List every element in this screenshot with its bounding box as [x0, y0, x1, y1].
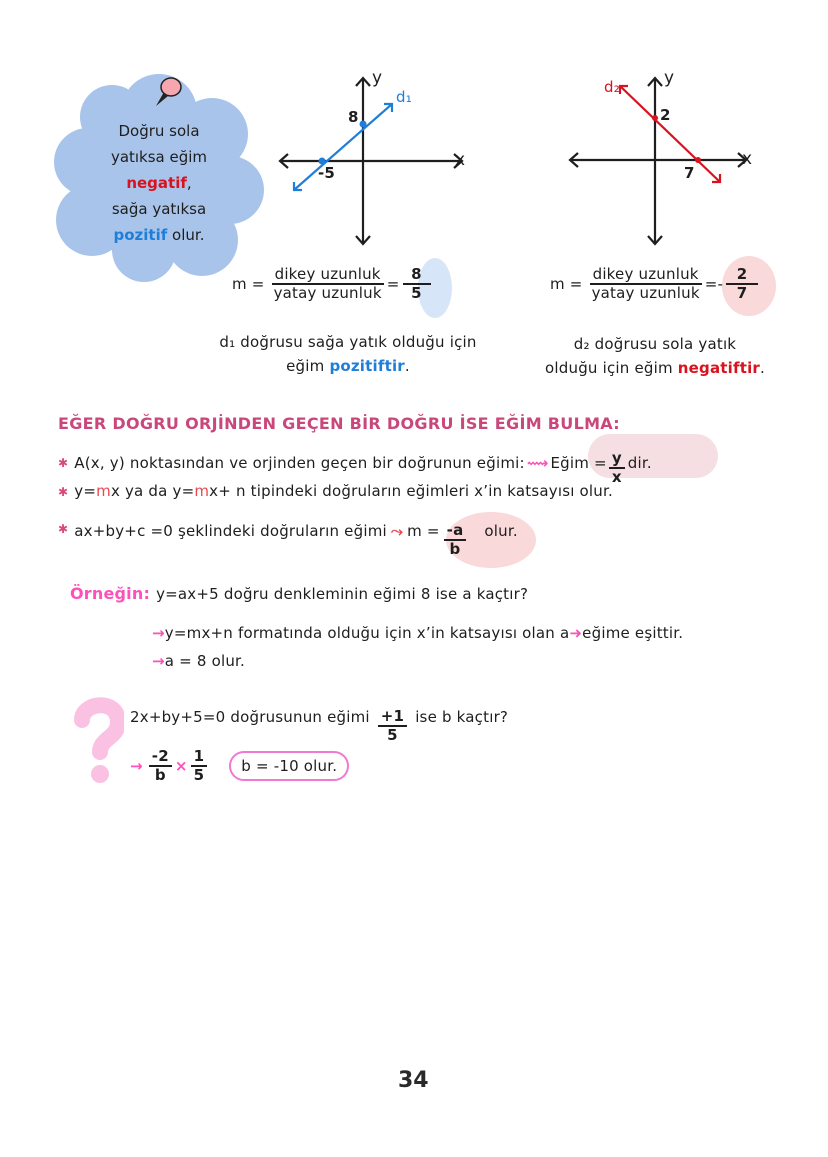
curved-arrow-icon: ⤳: [390, 522, 404, 540]
graph-d1: [272, 66, 482, 252]
pushpin-icon: [152, 74, 182, 108]
coordinate-axes-d2: [562, 66, 772, 252]
caption-line-2-start: eğim: [286, 357, 330, 375]
slope-formula-d1: [232, 266, 432, 303]
squiggle-arrow-icon: ⟿: [526, 454, 549, 473]
bullet-3-text: ax+by+c =0 şeklindeki doğruların eğimi: [74, 522, 387, 540]
caption-period: .: [404, 357, 410, 375]
question-text: [130, 708, 508, 745]
slope-formula-d2: [550, 266, 759, 303]
example-step-1: [152, 624, 683, 642]
line-label-d2: d₂: [604, 78, 620, 96]
section-heading: EĞER DOĞRU ORJİNDEN GEÇEN BİR DOĞRU İSE EĞİM BULMA:: [58, 414, 620, 433]
solution-numerator-1: -2: [149, 748, 172, 767]
y-intercept-label: 8: [348, 108, 359, 126]
y-intercept-label: 2: [660, 106, 671, 124]
bullet-2: [58, 482, 613, 500]
result-denominator: 7: [736, 284, 748, 303]
result-denominator: 5: [411, 284, 422, 303]
positive-word: pozitiftir: [329, 357, 405, 375]
m-equals: m =: [407, 522, 440, 540]
x-intercept-label: 7: [684, 164, 695, 182]
caption-line-1: d₂ doğrusu sola yatık: [573, 335, 737, 353]
slope-m: m: [96, 482, 111, 500]
numerator: dikey uzunluk: [590, 266, 702, 285]
cross-multiply-icon: ×: [174, 757, 188, 776]
question-mark-icon: [74, 694, 124, 786]
fraction-denominator: b: [449, 540, 461, 559]
line-label-d1: d₁: [396, 88, 412, 106]
arrow-right-icon: →: [152, 652, 165, 670]
fraction-denominator: 5: [387, 726, 398, 745]
caption-line-1: d₁ doğrusu sağa yatık olduğu için: [219, 333, 477, 351]
y-axis-label: y: [664, 68, 675, 88]
x-axis-label: x: [455, 150, 466, 170]
example-question: [70, 584, 528, 603]
solution-numerator-2: 1: [191, 748, 208, 767]
positive-word: pozitif: [113, 226, 168, 244]
step-1-end: eğime eşittir.: [582, 624, 684, 642]
bullet-1: [58, 440, 652, 487]
example-step-2: [152, 652, 245, 670]
bullet-3: [58, 522, 518, 559]
egim-label: Eğim =: [550, 454, 607, 473]
answer-text: b = -10 olur.: [241, 757, 338, 776]
answer-bubble: [229, 751, 349, 781]
fraction-denominator: x: [611, 468, 622, 487]
bullet-1-text: A(x, y) noktasından ve orjinden geçen bir doğrunun eğimi:: [74, 454, 525, 473]
solution-denominator-2: 5: [193, 766, 205, 785]
cloud-comma: ,: [186, 174, 192, 192]
graph-d2: [562, 66, 772, 252]
bullet-1-end: dir.: [627, 454, 652, 473]
bullet-2-part-a: y=: [74, 482, 97, 500]
coordinate-axes-d1: [272, 66, 482, 252]
bullet-3-end: olur.: [484, 522, 518, 540]
question-text-start: 2x+by+5=0 doğrusunun eğimi: [130, 708, 370, 726]
cloud-line-2: yatıksa eğim: [110, 148, 208, 166]
y-axis-label: y: [372, 68, 383, 88]
arrow-right-icon: →: [130, 757, 143, 776]
negative-word: negatif: [126, 174, 187, 192]
cloud-line-4: sağa yatıksa: [111, 200, 207, 218]
step-2-text: a = 8 olur.: [164, 652, 245, 670]
bullet-icon: ✱: [58, 485, 69, 499]
caption-d2: [530, 332, 780, 380]
cloud-line-5-end: olur.: [167, 226, 205, 244]
equals: =: [386, 275, 400, 294]
m-equals: m =: [550, 275, 583, 294]
equals-minus: =-: [704, 275, 724, 294]
bullet-2-part-c: x+ n tipindeki doğruların eğimleri x’in katsayısı olur.: [209, 482, 613, 500]
caption-period: .: [760, 359, 765, 377]
bullet-icon: ✱: [58, 522, 69, 536]
example-label: Örneğin:: [70, 584, 151, 603]
m-equals: m =: [232, 275, 265, 294]
bullet-2-part-b: x ya da y=: [110, 482, 195, 500]
bullet-icon: ✱: [58, 456, 69, 471]
example-question-text: y=ax+5 doğru denkleminin eğimi 8 ise a kaçtır?: [156, 585, 529, 603]
negative-word: negatiftir: [677, 359, 761, 377]
info-cloud: [52, 72, 266, 282]
denominator: yatay uzunluk: [273, 284, 382, 303]
arrow-right-icon: ➜: [569, 624, 583, 642]
cloud-line-1: Doğru sola: [118, 122, 200, 140]
fraction-numerator: -a: [444, 522, 467, 541]
fraction-numerator: +1: [378, 708, 407, 727]
page-number: 34: [398, 1068, 429, 1093]
caption-d1: [200, 330, 496, 378]
result-numerator: 2: [726, 266, 758, 285]
slope-m: m: [194, 482, 210, 500]
solution-denominator-1: b: [154, 766, 166, 785]
x-axis-label: x: [742, 149, 753, 169]
numerator: dikey uzunluk: [272, 266, 384, 285]
result-numerator: 8: [403, 266, 431, 285]
fraction-numerator: y: [609, 450, 625, 469]
step-1-text: y=mx+n formatında olduğu için x’in katsayısı olan a: [164, 624, 570, 642]
arrow-right-icon: →: [152, 624, 165, 642]
question-solution: [130, 748, 349, 785]
denominator: yatay uzunluk: [591, 284, 700, 303]
caption-line-2-start: olduğu için eğim: [545, 359, 678, 377]
question-text-end: ise b kaçtır?: [415, 708, 509, 726]
x-intercept-label: -5: [318, 164, 336, 182]
